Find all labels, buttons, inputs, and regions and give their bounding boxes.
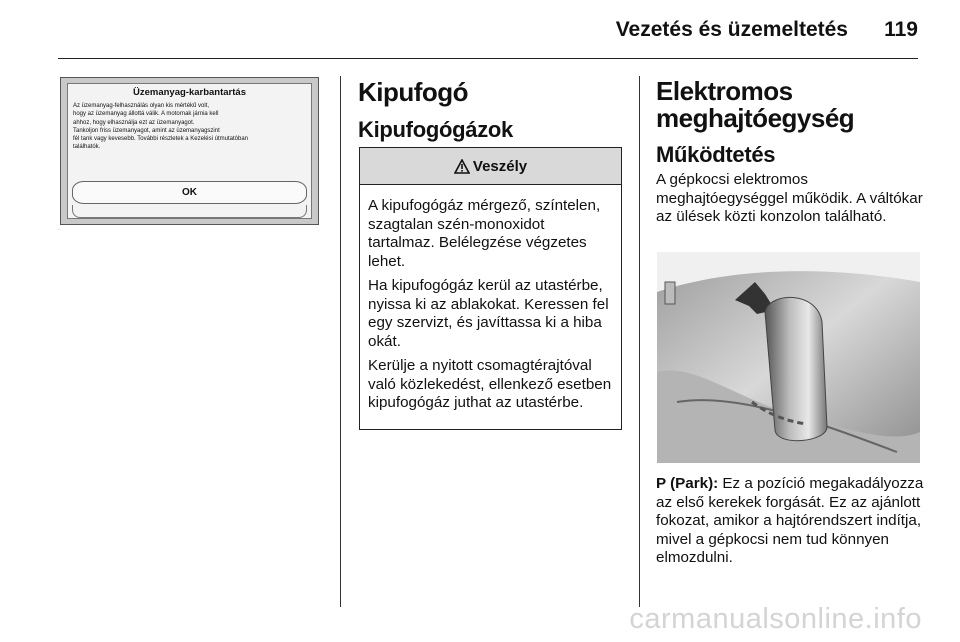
intro-paragraph: A gépkocsi elektromos meghajtóegységgel működik. A váltókar az ülések közti konzolon található. [656,171,923,225]
column-divider [639,76,640,607]
screen-message-line: hogy az üzemanyag állottá válik. A motornak járnia kell [73,111,219,118]
ok-button[interactable]: OK [72,181,307,204]
screen-bottom-bar [72,205,307,218]
screen-message [73,102,306,152]
warning-triangle-icon [454,159,470,174]
park-paragraph [656,475,926,568]
danger-paragraph: Ha kipufogógáz kerül az utastérbe, nyissa ki az ablakokat. Keressen fel egy szervizt, és javíttassa ki a hiba okát. [368,277,609,350]
screen-message-line: fél tank vagy kevesebb. További részletek a Kezelési útmutatóban [73,136,248,143]
screen-message-line: Tankoljon friss üzemanyagot, amint az üzemanyagszint [73,127,220,134]
heading-electric-drive-unit: Elektromos meghajtóegység [656,76,855,133]
danger-box-header [360,148,621,185]
page-header [0,14,960,58]
screen-display [67,83,312,219]
subheading-exhaust-gases: Kipufogógázok [358,117,513,142]
figure-mark: · [58,227,60,233]
park-label: P (Park): [656,475,719,492]
screen-message-line: Az üzemanyag-felhasználás olyan kis mértékű volt, [73,103,210,109]
subheading-operation: Működtetés [656,142,776,167]
danger-label: Veszély [472,157,528,175]
screen-message-line: találhatók. [73,144,101,151]
gear-selector-photo [657,252,920,463]
danger-paragraph: A kipufogógáz mérgező, színtelen, szagtalan szén-monoxidot tartalmaz. Belélegzése végzetes lehet. [368,197,601,270]
screen-message-line: ahhoz, hogy elhasználja ezt az üzemanyagot. [73,119,195,126]
column-divider [340,76,341,607]
fuel-maintenance-screen-figure [60,77,319,225]
header-rule [58,58,918,59]
watermark: carmanualsonline.info [629,603,922,635]
section-title: Vezetés és üzemeltetés [615,18,848,41]
heading-exhaust: Kipufogó [358,77,469,107]
danger-box [359,147,622,430]
park-description: Ez a pozíció megakadályozza az első kerekek forgását. Ez az ajánlott fokozat, amikor a hajtórendszert indítja, mivel a gépkocsi nem tud könnyen elmozdulni. [656,475,924,566]
screen-title: Üzemanyag-karbantartás [133,87,246,98]
danger-box-body [360,185,621,413]
danger-paragraph: Kerülje a nyitott csomagtérajtóval való közlekedést, ellenkező esetben kipufogógáz juthat az utastérbe. [368,357,612,411]
page-number: 119 [884,18,918,41]
